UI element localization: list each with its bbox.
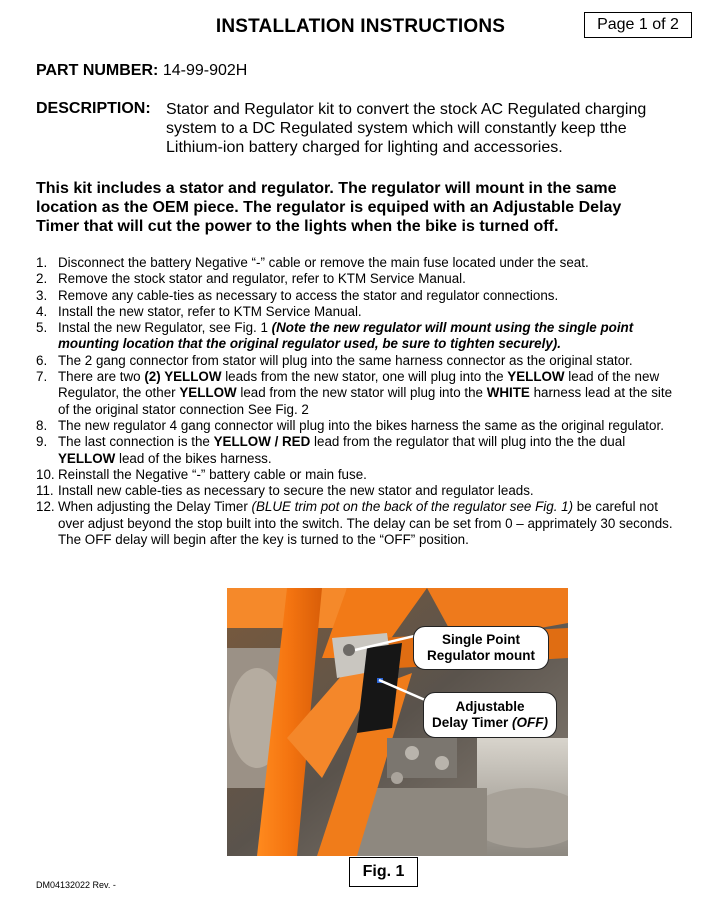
step-item xyxy=(36,499,686,548)
description-text xyxy=(166,100,686,157)
step-text: Remove the stock stator and regulator, refer to KTM Service Manual. xyxy=(58,271,466,287)
step-text: Reinstall the Negative “-” battery cable or main fuse. xyxy=(58,466,367,482)
step-item xyxy=(36,434,686,467)
kit-note-line: location as the OEM piece. The regulator is equiped with an Adjustable Delay xyxy=(36,199,622,216)
step-number: 5. xyxy=(36,320,48,336)
step-text: When adjusting the Delay Timer (BLUE trim pot on the back of the regulator see Fig. 1) be careful not over adjust beyond the stop built into the switch. The delay can be set from 0 – apprimately 30 seconds. The OFF delay will begin after the key is turned to the “OFF” position. xyxy=(58,499,673,548)
step-item xyxy=(36,304,686,320)
kit-note xyxy=(36,179,676,236)
step-number: 6. xyxy=(36,352,48,368)
step-item xyxy=(36,483,686,499)
callout-line: Adjustable xyxy=(455,699,525,714)
step-number: 4. xyxy=(36,303,48,319)
step-number: 7. xyxy=(36,369,48,385)
step-text: Disconnect the battery Negative “-” cable or remove the main fuse located under the seat. xyxy=(58,255,589,270)
step-number: 11. xyxy=(36,483,54,499)
step-number: 3. xyxy=(36,287,48,303)
description-line: system to a DC Regulated system which will constantly keep tthe xyxy=(166,120,627,137)
step-item xyxy=(36,288,686,304)
step-item xyxy=(36,369,686,418)
description-label: DESCRIPTION: xyxy=(36,100,151,117)
callout-line: Regulator mount xyxy=(427,648,535,663)
part-number-value: 14-99-902H xyxy=(162,62,248,79)
step-text: Remove any cable-ties as necessary to access the stator and regulator connections. xyxy=(58,287,559,303)
step-text: Install the new stator, refer to KTM Service Manual. xyxy=(58,303,362,319)
callout-delay-timer xyxy=(423,692,557,738)
regulator-photo xyxy=(227,588,568,856)
callout-single-point-mount xyxy=(413,626,549,670)
step-item xyxy=(36,255,686,271)
page-title: INSTALLATION INSTRUCTIONS xyxy=(215,16,506,37)
step-text: The new regulator 4 gang connector will plug into the bikes harness the same as the original regulator. xyxy=(58,417,664,433)
step-item xyxy=(36,353,686,369)
kit-note-line: Timer that will cut the power to the lights when the bike is turned off. xyxy=(36,218,559,235)
part-number-label: PART NUMBER: xyxy=(36,62,159,79)
step-text: Install new cable-ties as necessary to secure the new stator and regulator leads. xyxy=(58,483,534,499)
step-number: 9. xyxy=(36,434,48,450)
step-item xyxy=(36,467,686,483)
description-line: Lithium-ion battery charged for lighting and accessories. xyxy=(166,139,563,156)
step-note: (Note the new regulator will mount using the single point mounting location that the original regulator used, be sure to tighten securely). xyxy=(58,320,634,352)
page-indicator: Page 1 of 2 xyxy=(584,12,692,38)
part-number xyxy=(36,62,247,80)
step-text: The 2 gang connector from stator will plug into the same harness connector as the original stator. xyxy=(58,352,633,368)
step-text: Instal the new Regulator, see Fig. 1 (Note the new regulator will mount using the single point mounting location that the original regulator used, be sure to tighten securely). xyxy=(58,320,634,352)
figure-caption: Fig. 1 xyxy=(349,857,418,887)
document-id: DM04132022 Rev. - xyxy=(36,880,116,890)
step-number: 8. xyxy=(36,417,48,433)
step-text: The last connection is the YELLOW / RED lead from the regulator that will plug into the the dual YELLOW lead of the bikes harness. xyxy=(58,434,626,466)
step-text: There are two (2) YELLOW leads from the new stator, one will plug into the YELLOW lead of the new Regulator, the other YELLOW lead from the new stator will plug into the WHITE harness lead at the site of the original stator connection See Fig. 2 xyxy=(58,369,673,417)
callout-line: Single Point xyxy=(441,632,520,647)
step-item xyxy=(36,271,686,287)
step-number: 10. xyxy=(36,466,55,482)
callout-line: Delay Timer (OFF) xyxy=(431,715,549,730)
step-number: 2. xyxy=(36,271,48,287)
step-number: 1. xyxy=(36,255,48,270)
kit-note-line: This kit includes a stator and regulator. The regulator will mount in the same xyxy=(36,180,617,197)
step-item xyxy=(36,320,686,353)
instruction-steps xyxy=(36,255,686,548)
description-line: Stator and Regulator kit to convert the stock AC Regulated charging xyxy=(166,101,647,118)
step-number: 12. xyxy=(36,499,55,515)
step-item xyxy=(36,418,686,434)
